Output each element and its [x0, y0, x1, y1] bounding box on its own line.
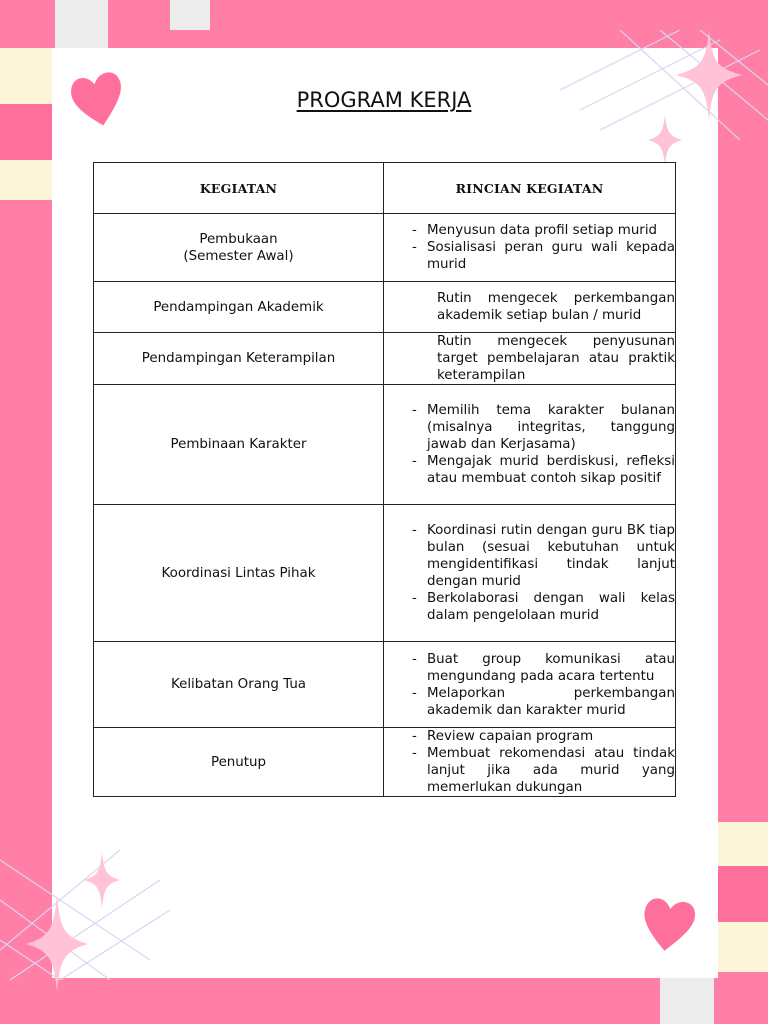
table-row: [94, 333, 676, 385]
table-row: [94, 385, 676, 505]
activity-name: Pendampingan Akademik: [153, 299, 324, 315]
sparkle-icon: [26, 896, 88, 992]
list-item: - Membuat rekomendasi atau tindak lanjut jika ada murid yang memerlukan dukungan: [412, 746, 675, 795]
frame-block-cream-right-2: [718, 922, 768, 972]
details-cell: [384, 728, 676, 797]
frame-block-pink-left: [0, 104, 52, 160]
frame-block-grey-top: [55, 0, 108, 48]
activity-name: Penutup: [210, 754, 267, 770]
activity-cell: [94, 282, 384, 333]
frame-block-grey-bottom: [660, 978, 714, 1024]
column-header-kegiatan: KEGIATAN: [94, 163, 384, 214]
list-item: - Mengajak murid berdiskusi, refleksi atau membuat contoh sikap positif: [412, 454, 675, 486]
activity-cell: [94, 505, 384, 642]
list-item: - Sosialisasi peran guru wali kepada murid: [412, 240, 675, 272]
activity-cell: [94, 728, 384, 797]
list-item: - Koordinasi rutin dengan guru BK tiap bulan (sesuai kebutuhan untuk mengidentifikasi tindak lanjut dengan murid: [412, 523, 675, 589]
table-row: [94, 214, 676, 282]
frame-block-pink-right: [718, 866, 768, 922]
activity-name: Pendampingan Keterampilan: [141, 351, 336, 366]
activity-cell: [94, 385, 384, 505]
sparkle-icon: [84, 852, 120, 908]
program-table: [93, 162, 676, 797]
activity-name: Pembinaan Karakter: [170, 437, 307, 452]
activity-name: Kelibatan Orang Tua: [170, 677, 307, 692]
details-cell: [384, 505, 676, 642]
activity-cell: [94, 333, 384, 385]
sparkle-icon: [648, 115, 682, 165]
details-cell: [384, 385, 676, 505]
column-header-rincian: RINCIAN KEGIATAN: [384, 163, 676, 214]
details-cell: [384, 282, 676, 333]
table-row: [94, 642, 676, 728]
frame-block-grey-top-2: [170, 0, 210, 30]
list-item: - Review capaian program: [412, 729, 594, 744]
table-row: [94, 505, 676, 642]
frame-block-cream-left: [0, 160, 52, 200]
table-header-row: [94, 163, 676, 214]
page-title: PROGRAM KERJA: [296, 88, 472, 112]
details-cell: [384, 642, 676, 728]
table-row: [94, 728, 676, 797]
list-item: - Melaporkan perkembangan akademik dan karakter murid: [412, 685, 675, 718]
activity-name: Pembukaan (Semester Awal): [183, 231, 294, 264]
details-cell: [384, 333, 676, 385]
list-item: - Menyusun data profil setiap murid: [412, 223, 658, 238]
activity-cell: [94, 214, 384, 282]
frame-block-cream-right: [718, 822, 768, 866]
activity-name: Koordinasi Lintas Pihak: [161, 565, 316, 581]
details-cell: [384, 214, 676, 282]
list-item: - Memilih tema karakter bulanan (misalnya integritas, tanggung jawab dan Kerjasama): [412, 403, 675, 452]
detail-text: Rutin mengecek penyusunan target pembelajaran atau praktik keterampilan: [437, 334, 675, 383]
detail-text: Rutin mengecek perkembangan akademik setiap bulan / murid: [437, 291, 675, 323]
list-item: - Berkolaborasi dengan wali kelas dalam pengelolaan murid: [412, 591, 675, 623]
activity-cell: [94, 642, 384, 728]
list-item: - Buat group komunikasi atau mengundang pada acara tertentu: [412, 651, 675, 684]
heart-icon: [640, 895, 696, 955]
table-row: [94, 282, 676, 333]
